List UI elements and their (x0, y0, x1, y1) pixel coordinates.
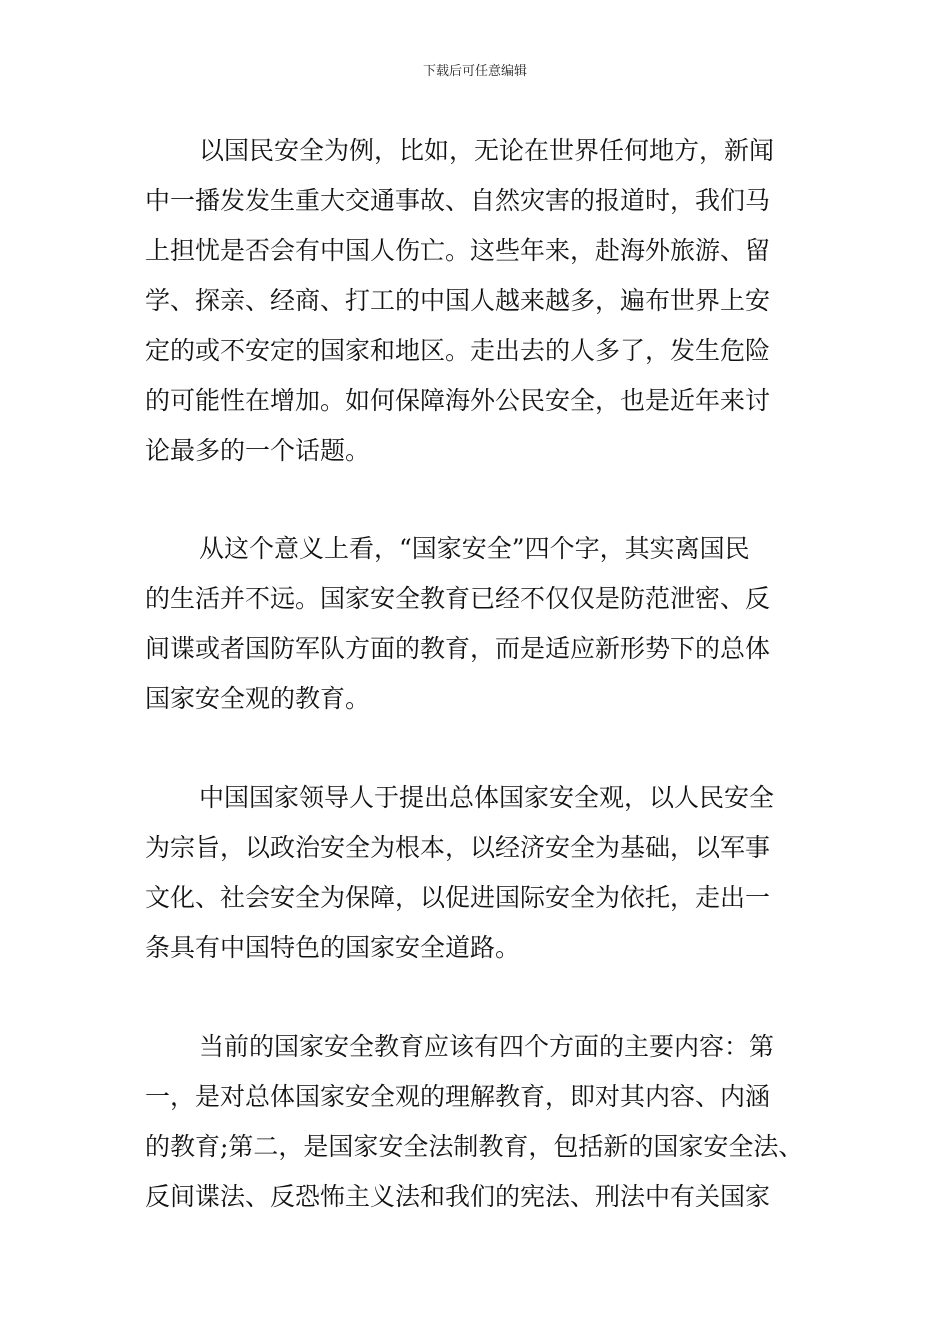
paragraph-line: 学、探亲、经商、打工的中国人越来越多，遍布世界上安 (145, 286, 771, 315)
paragraph-line: 从这个意义上看，“国家安全”四个字，其实离国民 (199, 534, 750, 563)
paragraph-line: 条具有中国特色的国家安全道路。 (145, 933, 521, 962)
paragraph-2 (145, 524, 825, 724)
paragraph-line: 的可能性在增加。如何保障海外公民安全，也是近年来讨 (145, 386, 771, 415)
page-header: 下载后可任意编辑 (422, 64, 527, 79)
paragraph-line: 当前的国家安全教育应该有四个方面的主要内容：第 (199, 1032, 775, 1061)
paragraph-line: 上担忧是否会有中国人伤亡。这些年来，赴海外旅游、留 (145, 236, 771, 265)
paragraph-line: 论最多的一个话题。 (145, 436, 371, 465)
paragraph-line: 的生活并不远。国家安全教育已经不仅仅是防范泄密、反 (145, 584, 771, 613)
paragraph-line: 的教育;第二，是国家安全法制教育，包括新的国家安全法、 (145, 1132, 804, 1161)
paragraph-line: 一，是对总体国家安全观的理解教育，即对其内容、内涵 (145, 1082, 771, 1111)
paragraph-3 (145, 773, 825, 973)
paragraph-line: 反间谍法、反恐怖主义法和我们的宪法、刑法中有关国家 (145, 1182, 771, 1211)
paragraph-line: 国家安全观的教育。 (145, 684, 371, 713)
paragraph-line: 以国民安全为例，比如，无论在世界任何地方，新闻 (199, 136, 775, 165)
paragraph-1 (145, 126, 825, 476)
paragraph-line: 为宗旨，以政治安全为根本，以经济安全为基础，以军事 (145, 833, 771, 862)
paragraph-4 (145, 1022, 825, 1222)
paragraph-line: 中国国家领导人于提出总体国家安全观，以人民安全 (199, 783, 775, 812)
paragraph-line: 定的或不安定的国家和地区。走出去的人多了，发生危险 (145, 336, 771, 365)
paragraph-line: 中一播发发生重大交通事故、自然灾害的报道时，我们马 (145, 186, 771, 215)
paragraph-line: 文化、社会安全为保障，以促进国际安全为依托，走出一 (145, 883, 771, 912)
paragraph-line: 间谍或者国防军队方面的教育，而是适应新形势下的总体 (145, 634, 771, 663)
